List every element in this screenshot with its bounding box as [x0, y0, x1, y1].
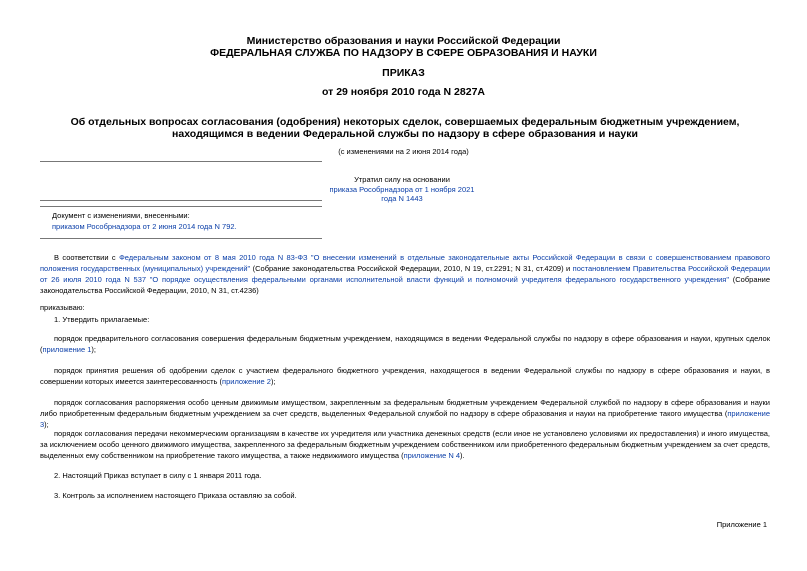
- divider: [40, 200, 322, 201]
- procedure-1: [40, 333, 770, 355]
- procedure-4: [40, 428, 770, 461]
- procedure-3: [40, 397, 770, 430]
- procedure-end: );: [91, 345, 97, 354]
- preamble-text: (Собрание законодательства Российской Федерации, 2010, N 31, ст.4236): [40, 275, 770, 295]
- preamble-text: В соответствии с: [54, 253, 120, 262]
- procedure-2: [40, 365, 770, 387]
- appendix-1-link[interactable]: приложение 1: [42, 345, 92, 354]
- changes-label: Документ с изменениями, внесенными:: [52, 211, 190, 220]
- changes-link[interactable]: приказом Рособрнадзора от 2 июня 2014 года N 792.: [52, 222, 237, 231]
- procedure-end: );: [44, 420, 49, 429]
- item-1: 1. Утвердить прилагаемые:: [54, 315, 150, 324]
- appendix-heading: Приложение 1: [716, 520, 767, 529]
- federal-law-link[interactable]: Федеральным законом от 8 мая 2010 года N 83-ФЗ "О внесении изменений в отдельные законодательные акты Российской Федерации в связи с совершенствованием правового положения государственных (муниципальных) учреждений": [40, 253, 771, 273]
- appendix-3-link[interactable]: приложение 3: [40, 409, 770, 429]
- appendix-2-link[interactable]: приложение 2: [222, 377, 271, 386]
- procedure-text: порядок предварительного согласования совершения федеральным бюджетным учреждением, находящимся в ведении Федеральной службы по надзору в сфере образования и науки, крупных сделок (: [40, 334, 770, 354]
- item-3: 3. Контроль за исполнением настоящего Приказа оставляю за собой.: [54, 491, 297, 500]
- government-decree-link[interactable]: постановлением Правительства Российской Федерации от 26 июля 2010 года N 537 "О порядке осуществления федеральными органами исполнительной власти функций и полномочий учредителя федерального государственного учреждения": [40, 264, 771, 284]
- procedure-text: порядок согласования распоряжения особо ценным движимым имуществом, закрепленным за федеральным бюджетным учреждением Федеральной службой по надзору в сфере образования и науки либо приобретенным федеральным бюджетным учреждением за счет средств, выделенных Федеральной службой по надзору в сфере образования и науки на приобретение такого имущества (: [40, 398, 770, 418]
- procedure-end: );: [270, 377, 276, 386]
- procedure-text: порядок согласования передачи некоммерческим организациям в качестве их учредителя или участника денежных средств (если иное не установлено условиями их предоставления) и иного имущества, за исключением особо ценного движимого имущества, закрепленного за федеральным бюджетным учреждением собственником или приобретенного федеральным бюджетным учреждением за счет средств, выделенных ему собственником на приобретение такого имущества, а также недвижимого имущества (: [40, 429, 770, 460]
- lost-force-link[interactable]: приказа Рособрнадзора от 1 ноября 2021 года N 1443: [329, 185, 475, 203]
- service-heading: ФЕДЕРАЛЬНАЯ СЛУЖБА ПО НАДЗОРУ В СФЕРЕ ОБРАЗОВАНИЯ И НАУКИ: [210, 47, 597, 59]
- ministry-heading: Министерство образования и науки Российской Федерации: [246, 35, 561, 47]
- document-title: Об отдельных вопросах согласования (одобрения) некоторых сделок, совершаемых федеральным бюджетным учреждением, находящимся в ведении Федеральной службы по надзору в сфере образования и науки: [70, 116, 740, 140]
- divider: [40, 161, 322, 162]
- divider: [40, 238, 322, 239]
- procedure-end: ).: [460, 451, 465, 460]
- preamble: [40, 252, 770, 296]
- appendix-4-link[interactable]: приложение N 4: [403, 451, 461, 460]
- item-2: 2. Настоящий Приказ вступает в силу с 1 января 2011 года.: [54, 471, 262, 480]
- orders-word: приказываю:: [40, 303, 85, 312]
- divider: [40, 206, 322, 207]
- lost-force-label: Утратил силу на основании: [354, 175, 450, 184]
- amended-note: (с изменениями на 2 июня 2014 года): [338, 147, 469, 156]
- order-date: от 29 ноября 2010 года N 2827А: [321, 86, 485, 98]
- doc-type: ПРИКАЗ: [382, 67, 425, 79]
- procedure-text: порядок принятия решения об одобрении сделок с участием федерального бюджетного учреждения, находящегося в ведении Федеральной службы по надзору в сфере образования и науки, в совершении которых имеется заинтересованность (: [40, 366, 770, 386]
- preamble-text: (Собрание законодательства Российской Федерации, 2010, N 19, ст.2291; N 31, ст.4209) и: [250, 264, 573, 273]
